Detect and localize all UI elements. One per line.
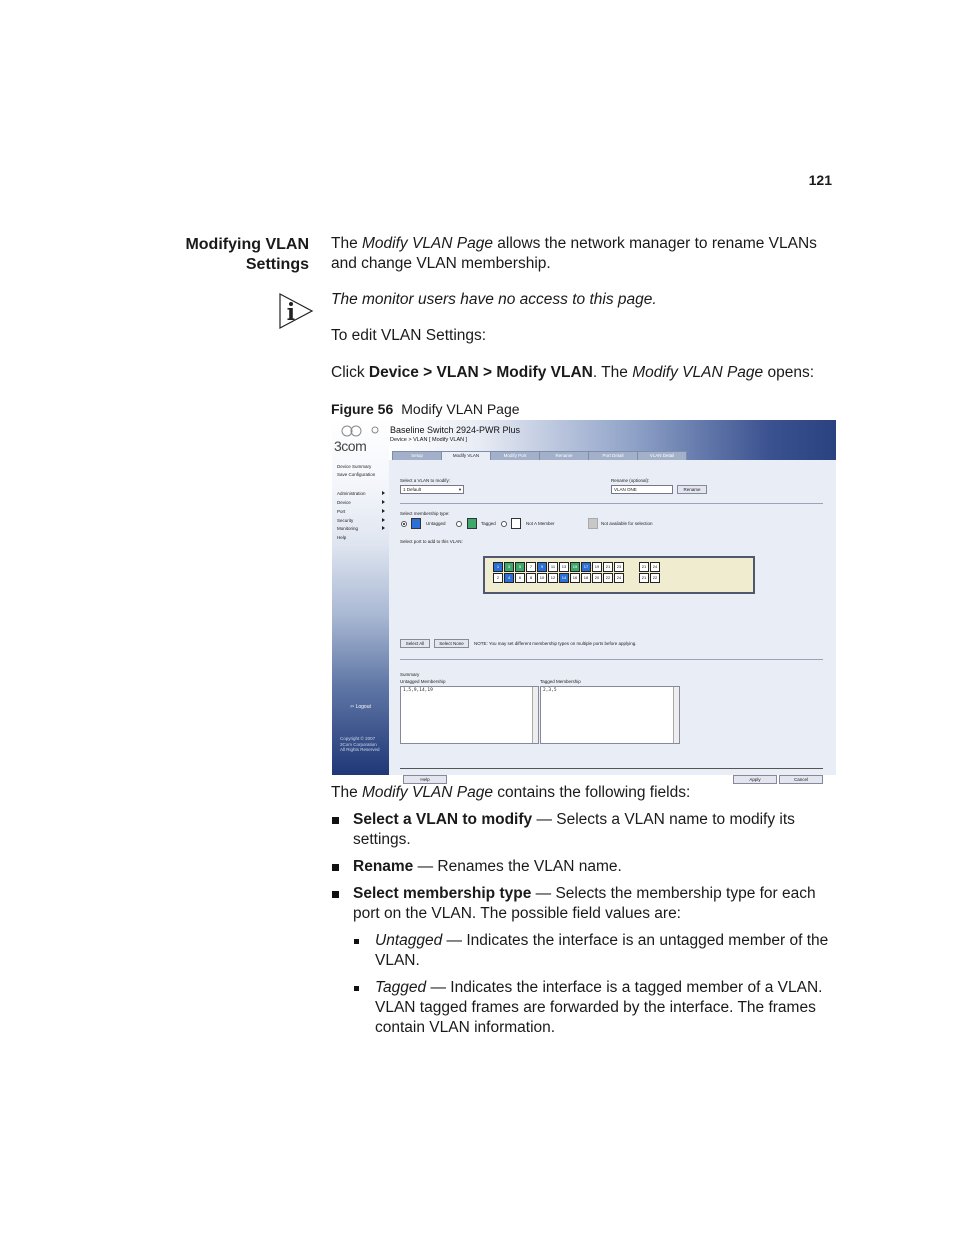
list-item	[353, 931, 841, 971]
list-item	[331, 884, 841, 1038]
logout-label: Logout	[355, 704, 371, 710]
section-heading-line2: Settings	[245, 256, 309, 273]
scrollbar[interactable]	[673, 687, 679, 743]
tagged-swatch	[467, 518, 477, 529]
apply-button[interactable]: Apply	[733, 775, 777, 784]
not-member-swatch	[511, 518, 521, 529]
port-button[interactable]: 10	[537, 573, 547, 583]
not-member-radio[interactable]	[501, 521, 507, 527]
value-term: Untagged	[375, 932, 443, 949]
cancel-button[interactable]: Cancel	[779, 775, 823, 784]
port-button[interactable]: 19	[592, 562, 602, 572]
left-navigation	[332, 420, 389, 775]
tab-modify-vlan[interactable]: Modify VLAN	[441, 451, 491, 461]
copyright-line: 3Com Corporation	[340, 741, 377, 747]
section-heading	[150, 235, 309, 275]
select-port-label: Select port to add to this VLAN:	[400, 539, 463, 544]
intro-paragraph	[331, 234, 841, 274]
port-button[interactable]: 6	[515, 573, 525, 583]
fields-intro-post: contains the following fields:	[492, 784, 691, 801]
list-item	[331, 857, 841, 877]
copyright-line: Copyright © 2007	[340, 736, 376, 741]
port-button[interactable]: 14	[559, 573, 569, 583]
port-button[interactable]: 1	[493, 562, 503, 572]
not-member-option-label: Not A Member	[526, 521, 555, 526]
not-available-label: Not available for selection	[601, 521, 653, 526]
value-description: — Indicates the interface is a tagged member of a VLAN. VLAN tagged frames are forwarded by the interface. The frames contain VLAN information.	[375, 979, 823, 1036]
port-button[interactable]: 24	[650, 562, 660, 572]
section-heading-line1: Modifying VLAN	[185, 236, 309, 253]
nav-security[interactable]: Security	[337, 518, 354, 523]
port-button[interactable]: 22	[650, 573, 660, 583]
port-button[interactable]: 4	[504, 573, 514, 583]
port-button[interactable]: 2	[493, 573, 503, 583]
port-button[interactable]: 23	[614, 562, 624, 572]
value-description: — Indicates the interface is an untagged member of the VLAN.	[375, 932, 829, 969]
help-button[interactable]: Help	[403, 775, 447, 784]
divider	[400, 659, 823, 660]
tab-rename[interactable]: Rename	[539, 451, 589, 461]
fields-intro-emphasis: Modify VLAN Page	[362, 784, 493, 801]
menu-path: Device > VLAN > Modify VLAN	[368, 364, 593, 381]
field-description: — Selects the membership type for each port on the VLAN. The possible field values are:	[353, 885, 816, 922]
field-term: Select membership type	[353, 885, 532, 902]
fields-intro	[331, 783, 690, 803]
port-button[interactable]: 15	[570, 562, 580, 572]
untagged-swatch	[411, 518, 421, 529]
tagged-membership-label: Tagged Membership	[540, 679, 581, 684]
port-button[interactable]: 17	[581, 562, 591, 572]
tab-modify-port[interactable]: Modify Port	[490, 451, 540, 461]
membership-type-label: Select membership type:	[400, 511, 450, 516]
chevron-right-icon	[382, 500, 385, 504]
untagged-option-label: Untagged	[426, 521, 446, 526]
main-content	[389, 460, 836, 782]
port-button[interactable]: 11	[548, 562, 558, 572]
tagged-option-label: Tagged	[481, 521, 496, 526]
chevron-right-icon	[382, 526, 385, 530]
port-button[interactable]: 24	[614, 573, 624, 583]
tab-port-detail[interactable]: Port Detail	[588, 451, 638, 461]
field-term: Select a VLAN to modify	[353, 811, 533, 828]
untagged-radio[interactable]	[401, 521, 407, 527]
port-button[interactable]: 16	[570, 573, 580, 583]
info-note-icon	[278, 292, 314, 330]
value-term: Tagged	[375, 979, 427, 996]
select-vlan-label: Select a VLAN to modify:	[400, 478, 451, 483]
not-available-swatch	[588, 518, 598, 529]
copyright	[340, 736, 380, 753]
port-button[interactable]: 7	[526, 562, 536, 572]
chevron-right-icon	[382, 491, 385, 495]
port-button[interactable]: 21	[639, 562, 649, 572]
nav-monitoring[interactable]: Monitoring	[337, 526, 359, 531]
scrollbar[interactable]	[532, 687, 538, 743]
field-description: — Renames the VLAN name.	[413, 858, 622, 875]
port-button[interactable]: 8	[526, 573, 536, 583]
tab-vlan-detail[interactable]: VLAN Detail	[637, 451, 687, 461]
port-button[interactable]: 9	[537, 562, 547, 572]
logout-icon: ⇦	[350, 704, 355, 710]
click-step-emphasis: Modify VLAN Page	[632, 364, 764, 381]
click-step-post: opens:	[763, 364, 815, 381]
chevron-right-icon	[382, 518, 385, 522]
click-step-pre: Click	[331, 364, 369, 381]
note-text: The monitor users have no access to this page.	[331, 291, 657, 308]
port-button[interactable]: 18	[581, 573, 591, 583]
nav-device[interactable]: Device	[337, 500, 351, 505]
chevron-down-icon: ▼	[458, 487, 462, 492]
fields-intro-pre: The	[331, 784, 363, 801]
step-intro: To edit VLAN Settings:	[331, 327, 487, 344]
rename-label: Rename (optional):	[611, 478, 650, 483]
logout-link[interactable]	[350, 704, 371, 710]
nav-port[interactable]: Port	[337, 509, 346, 514]
select-vlan-dropdown[interactable]	[400, 485, 464, 494]
figure-label: Figure 56	[331, 401, 394, 417]
page-number: 121	[808, 172, 832, 188]
chevron-right-icon	[382, 509, 385, 513]
rename-button[interactable]: Rename	[677, 485, 707, 494]
untagged-membership-label: Untagged Membership	[400, 679, 446, 684]
nav-save-configuration[interactable]: Save Configuration	[337, 472, 376, 477]
tagged-membership-box[interactable]	[540, 686, 680, 744]
switch-port-panel	[483, 556, 755, 594]
intro-emphasis: Modify VLAN Page	[362, 235, 493, 252]
select-none-button[interactable]: Select None	[434, 639, 469, 648]
port-button[interactable]: 5	[515, 562, 525, 572]
rename-input[interactable]: VLAN ONE	[611, 485, 673, 494]
port-button[interactable]: 13	[559, 562, 569, 572]
field-list	[331, 810, 841, 1045]
port-button[interactable]: 20	[592, 573, 602, 583]
figure-caption	[331, 401, 520, 417]
logo-text: 3com	[334, 438, 367, 454]
intro-post: allows the network manager to rename VLANs and change VLAN membership.	[331, 235, 817, 272]
port-button[interactable]: 12	[548, 573, 558, 583]
divider	[400, 503, 823, 504]
list-item	[331, 810, 841, 850]
nav-device-summary[interactable]: Device Summary	[337, 464, 372, 469]
app-title: Baseline Switch 2924-PWR Plus	[390, 425, 521, 435]
click-step-mid: . The	[592, 364, 633, 381]
select-vlan-value: 1 Default	[403, 487, 422, 492]
tagged-radio[interactable]	[456, 521, 462, 527]
untagged-membership-box[interactable]	[400, 686, 539, 744]
field-description: — Selects a VLAN name to modify its settings.	[353, 811, 795, 848]
untagged-membership-value: 1,5,9,14,19	[403, 688, 433, 693]
summary-label: Summary	[400, 672, 420, 677]
port-button[interactable]: 21	[603, 562, 613, 572]
click-step	[331, 363, 814, 383]
divider	[400, 768, 823, 769]
nav-help[interactable]: Help	[337, 535, 347, 540]
3com-logo-icon	[340, 424, 380, 438]
membership-note: NOTE: You may set different membership types on multiple ports before applying.	[474, 641, 637, 646]
port-button[interactable]: 22	[603, 573, 613, 583]
nav-administration[interactable]: Administration	[337, 491, 366, 496]
intro-pre: The	[331, 235, 363, 252]
tagged-membership-value: 2,3,5	[543, 688, 557, 693]
figure-title: Modify VLAN Page	[401, 401, 520, 417]
select-all-button[interactable]: Select All	[400, 639, 430, 648]
port-button[interactable]: 3	[504, 562, 514, 572]
tab-setup[interactable]: Setup	[392, 451, 442, 461]
modify-vlan-screenshot	[332, 420, 836, 782]
breadcrumb: Device > VLAN [ Modify VLAN ]	[390, 437, 468, 443]
copyright-line: All Rights Reserved	[340, 747, 380, 752]
membership-values-list	[353, 931, 841, 1038]
port-button[interactable]: 21	[639, 573, 649, 583]
list-item	[353, 978, 841, 1038]
field-term: Rename	[353, 858, 414, 875]
